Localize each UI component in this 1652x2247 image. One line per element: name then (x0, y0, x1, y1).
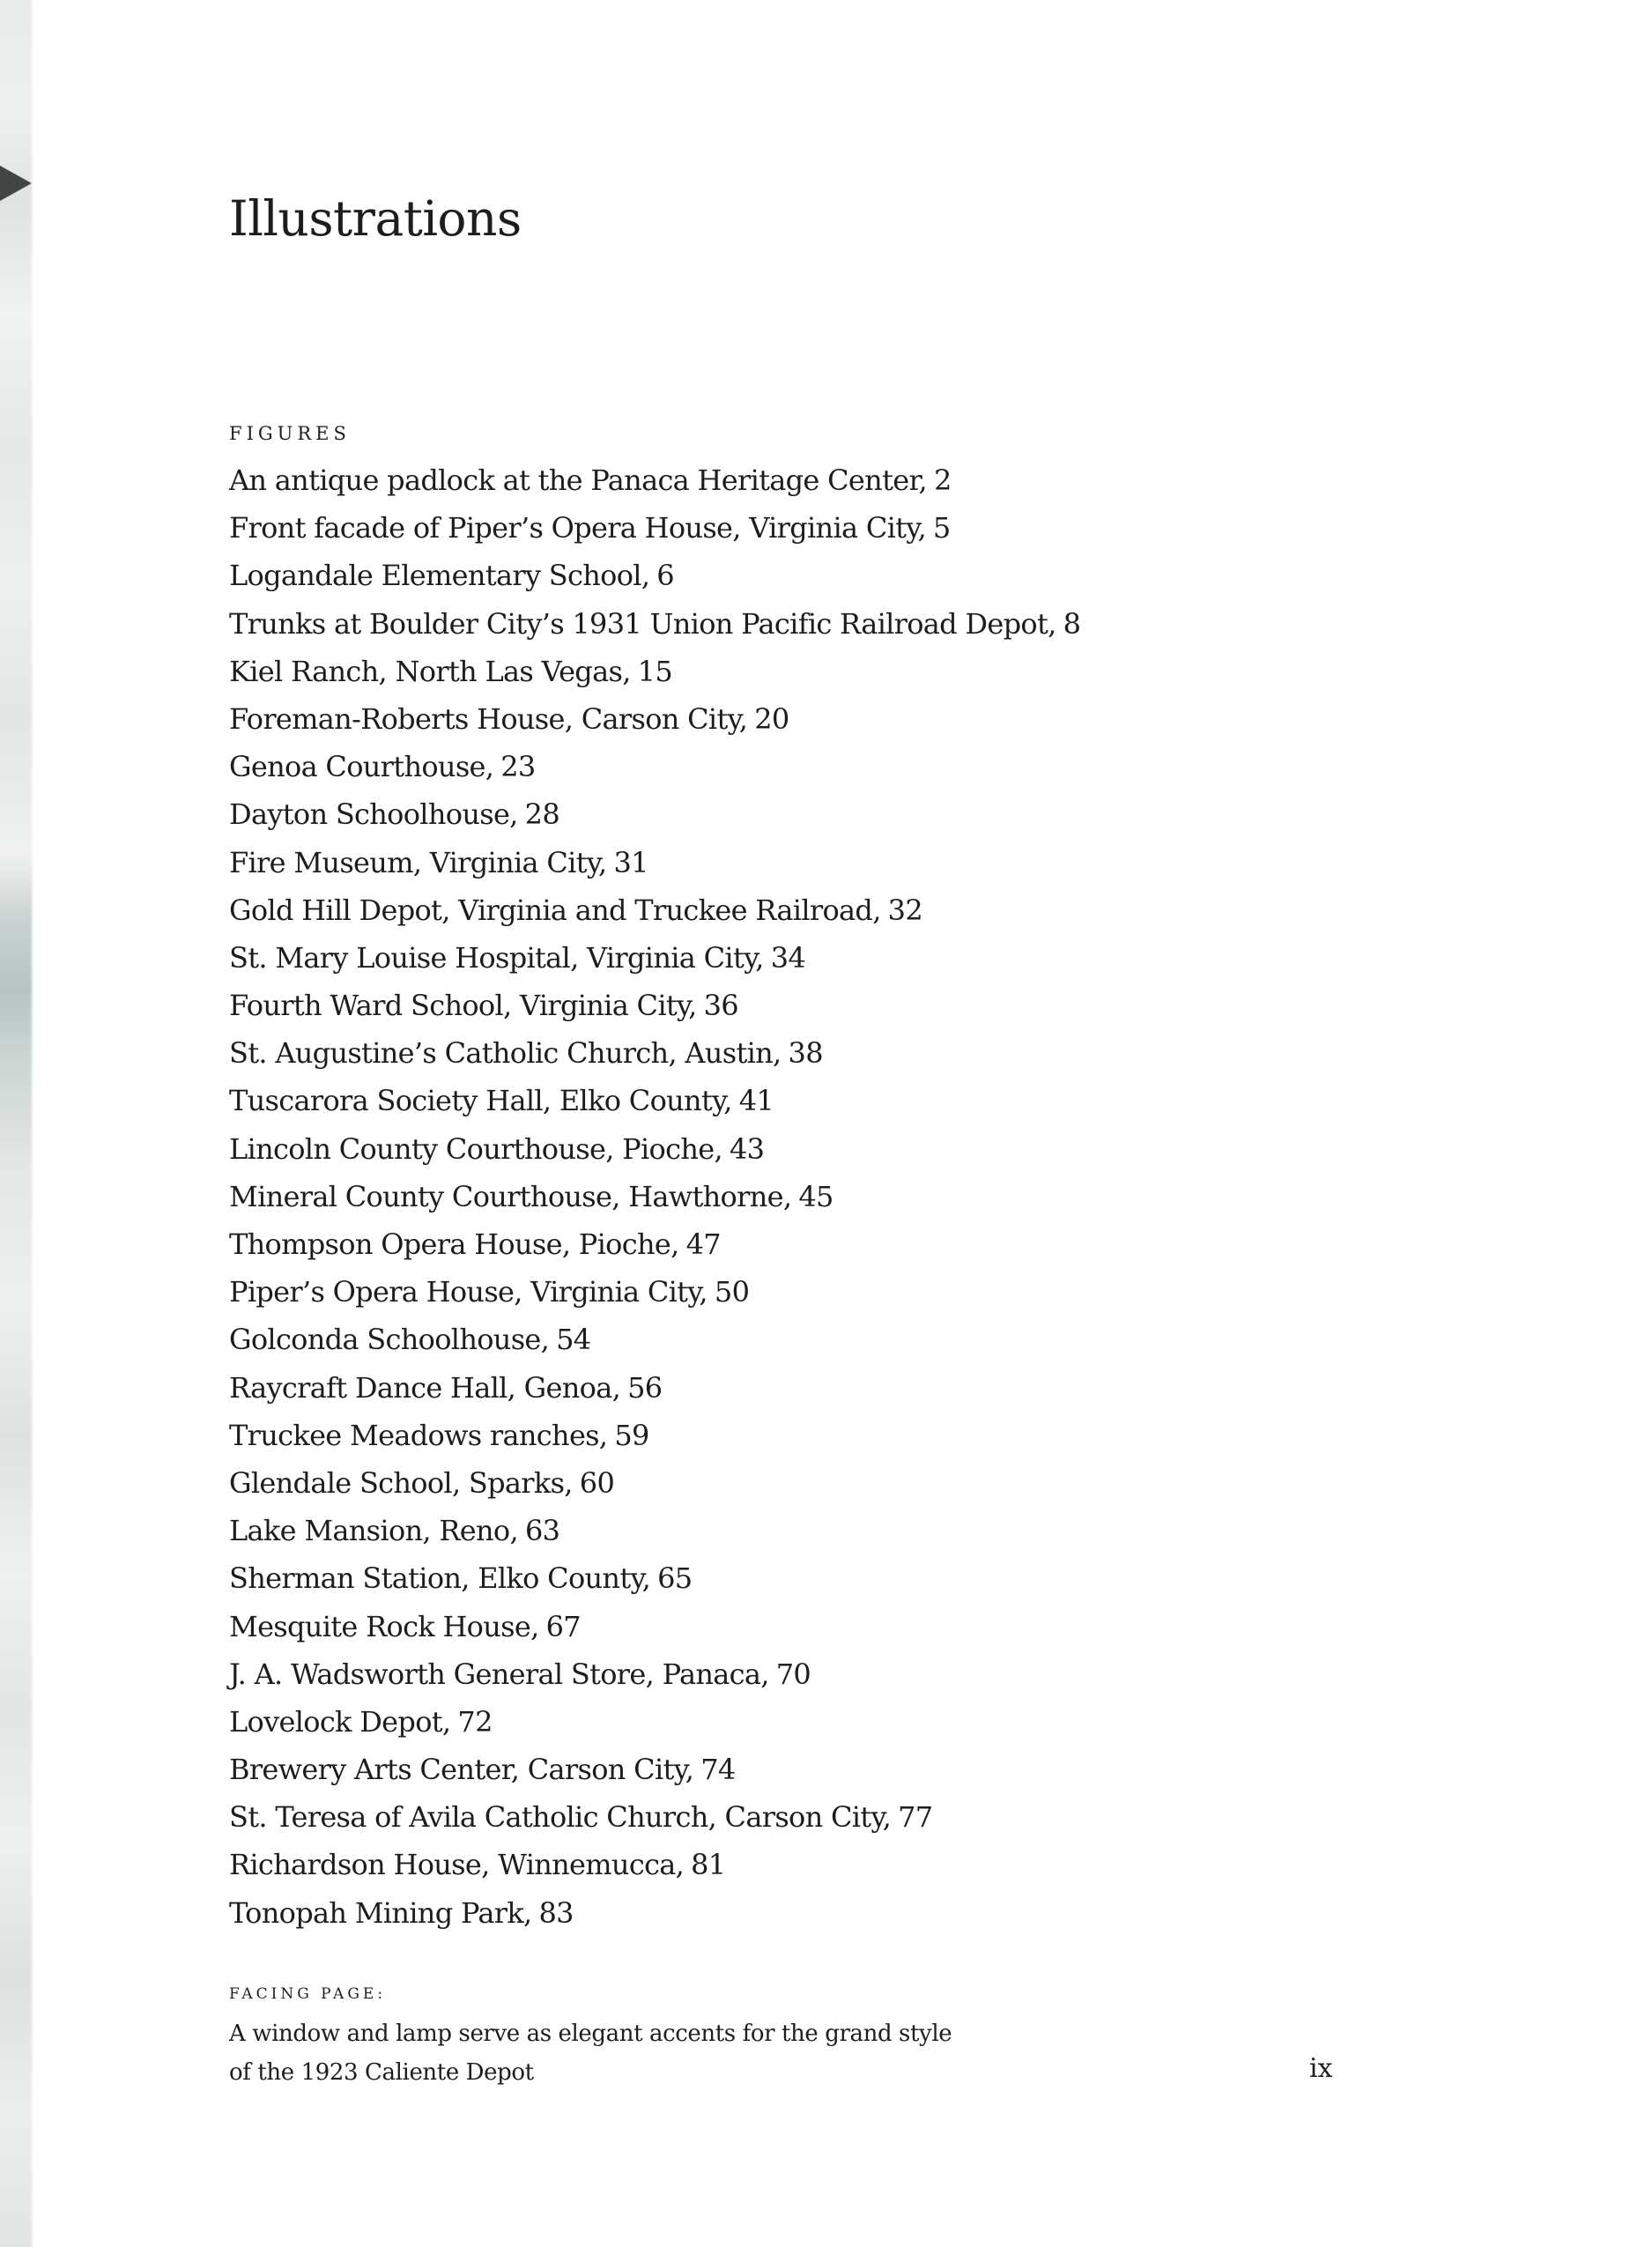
figure-entry (229, 1793, 1080, 1841)
figure-page-number: 54 (556, 1323, 591, 1357)
figure-caption: Front facade of Piper’s Opera House, Virginia City, (229, 511, 926, 545)
figure-page-number: 23 (500, 750, 536, 784)
figure-caption: Lovelock Depot, (229, 1704, 451, 1739)
figure-page-number: 34 (770, 940, 806, 975)
figure-page-number: 77 (898, 1800, 933, 1835)
figure-caption: St. Teresa of Avila Catholic Church, Carson City, (229, 1800, 892, 1835)
figure-entry (229, 1412, 1080, 1459)
figure-entry (229, 1459, 1080, 1507)
figure-entry (229, 1841, 1080, 1888)
figure-entry (229, 1507, 1080, 1554)
figure-caption: Tuscarora Society Hall, Elko County, (229, 1084, 732, 1118)
figure-entry (229, 1125, 1080, 1173)
figure-entry (229, 456, 1080, 504)
figure-entry (229, 1698, 1080, 1746)
figure-caption: Raycraft Dance Hall, Genoa, (229, 1370, 621, 1405)
figure-caption: Dayton Schoolhouse, (229, 797, 518, 832)
figure-caption: Kiel Ranch, North Las Vegas, (229, 654, 631, 688)
figure-caption: Glendale School, Sparks, (229, 1465, 573, 1500)
figure-entry (229, 552, 1080, 599)
figure-entry (229, 790, 1080, 838)
figure-caption: Lincoln County Courthouse, Pioche, (229, 1131, 722, 1166)
figure-page-number: 8 (1063, 606, 1081, 641)
figure-caption: Fire Museum, Virginia City, (229, 845, 607, 879)
facing-page-label: FACING PAGE: (229, 1985, 387, 2003)
facing-page-caption-line: A window and lamp serve as elegant accents for the grand style (229, 2021, 952, 2047)
figure-entry (229, 1077, 1080, 1124)
figure-caption: Gold Hill Depot, Virginia and Truckee Railroad, (229, 893, 881, 927)
figure-entry (229, 1316, 1080, 1363)
figure-caption: An antique padlock at the Panaca Heritage Center, (229, 463, 928, 497)
figure-caption: Brewery Arts Center, Carson City, (229, 1753, 694, 1787)
facing-page-caption (229, 2014, 987, 2092)
page-title: Illustrations (229, 190, 522, 247)
figure-page-number: 81 (691, 1848, 726, 1882)
figure-entry (229, 1029, 1080, 1077)
figure-page-number: 59 (614, 1418, 649, 1452)
figure-page-number: 32 (887, 893, 922, 927)
figure-caption: St. Mary Louise Hospital, Virginia City, (229, 940, 764, 975)
figure-caption: Mesquite Rock House, (229, 1609, 539, 1643)
figure-entry (229, 1268, 1080, 1316)
figure-caption: Golconda Schoolhouse, (229, 1323, 550, 1357)
facing-page-caption-line: of the 1923 Caliente Depot (229, 2059, 534, 2086)
figure-entry (229, 982, 1080, 1029)
figure-entry (229, 1554, 1080, 1602)
figure-caption: Richardson House, Winnemucca, (229, 1848, 685, 1882)
figure-caption: J. A. Wadsworth General Store, Panaca, (229, 1657, 769, 1691)
figure-entry (229, 743, 1080, 790)
figure-entry (229, 1364, 1080, 1412)
figure-page-number: 83 (538, 1895, 574, 1930)
figure-entry (229, 695, 1080, 743)
figure-caption: Logandale Elementary School, (229, 559, 650, 593)
figure-caption: Truckee Meadows ranches, (229, 1418, 608, 1452)
figure-entry (229, 1889, 1080, 1937)
figure-entry (229, 1603, 1080, 1650)
figure-page-number: 20 (754, 701, 789, 736)
figure-entry (229, 504, 1080, 552)
figure-caption: Piper’s Opera House, Virginia City, (229, 1275, 707, 1309)
figure-caption: Mineral County Courthouse, Hawthorne, (229, 1179, 792, 1213)
figure-page-number: 15 (637, 654, 672, 688)
edge-arrow-icon (0, 166, 32, 201)
figure-page-number: 60 (579, 1465, 615, 1500)
figure-page-number: 45 (798, 1179, 833, 1213)
figure-caption: Trunks at Boulder City’s 1931 Union Pacific Railroad Depot, (229, 606, 1056, 641)
page-number: ix (1309, 2053, 1333, 2084)
figure-page-number: 67 (545, 1609, 581, 1643)
figure-page-number: 2 (934, 463, 952, 497)
figure-page-number: 70 (775, 1657, 811, 1691)
figure-entry (229, 1650, 1080, 1698)
figure-caption: Foreman-Roberts House, Carson City, (229, 701, 748, 736)
figure-entry (229, 934, 1080, 982)
figure-caption: Fourth Ward School, Virginia City, (229, 989, 697, 1023)
figure-caption: Lake Mansion, Reno, (229, 1514, 518, 1548)
figure-entry (229, 648, 1080, 695)
figure-page-number: 65 (657, 1561, 693, 1596)
figure-caption: Sherman Station, Elko County, (229, 1561, 651, 1596)
figure-caption: Genoa Courthouse, (229, 750, 494, 784)
figure-caption: Tonopah Mining Park, (229, 1895, 532, 1930)
figure-page-number: 38 (788, 1036, 823, 1071)
figure-page-number: 63 (524, 1514, 560, 1548)
figure-page-number: 31 (613, 845, 648, 879)
figure-page-number: 56 (627, 1370, 663, 1405)
figure-page-number: 72 (457, 1704, 493, 1739)
figure-page-number: 74 (700, 1753, 736, 1787)
figure-entry (229, 1220, 1080, 1268)
figure-caption: Thompson Opera House, Pioche, (229, 1227, 679, 1261)
figure-page-number: 36 (703, 989, 738, 1023)
figure-caption: St. Augustine’s Catholic Church, Austin, (229, 1036, 782, 1071)
figure-page-number: 28 (524, 797, 559, 832)
figure-page-number: 47 (685, 1227, 721, 1261)
page-edge-image (0, 0, 33, 2247)
figure-page-number: 43 (729, 1131, 765, 1166)
figure-entry (229, 1173, 1080, 1220)
figure-entry (229, 839, 1080, 886)
figure-page-number: 41 (738, 1084, 774, 1118)
figure-entry (229, 600, 1080, 648)
figure-page-number: 50 (714, 1275, 750, 1309)
figure-page-number: 6 (656, 559, 674, 593)
figure-entry (229, 886, 1080, 934)
figure-page-number: 5 (932, 511, 951, 545)
figure-list (229, 456, 1080, 1937)
figure-entry (229, 1746, 1080, 1793)
figures-heading: FIGURES (229, 423, 351, 444)
